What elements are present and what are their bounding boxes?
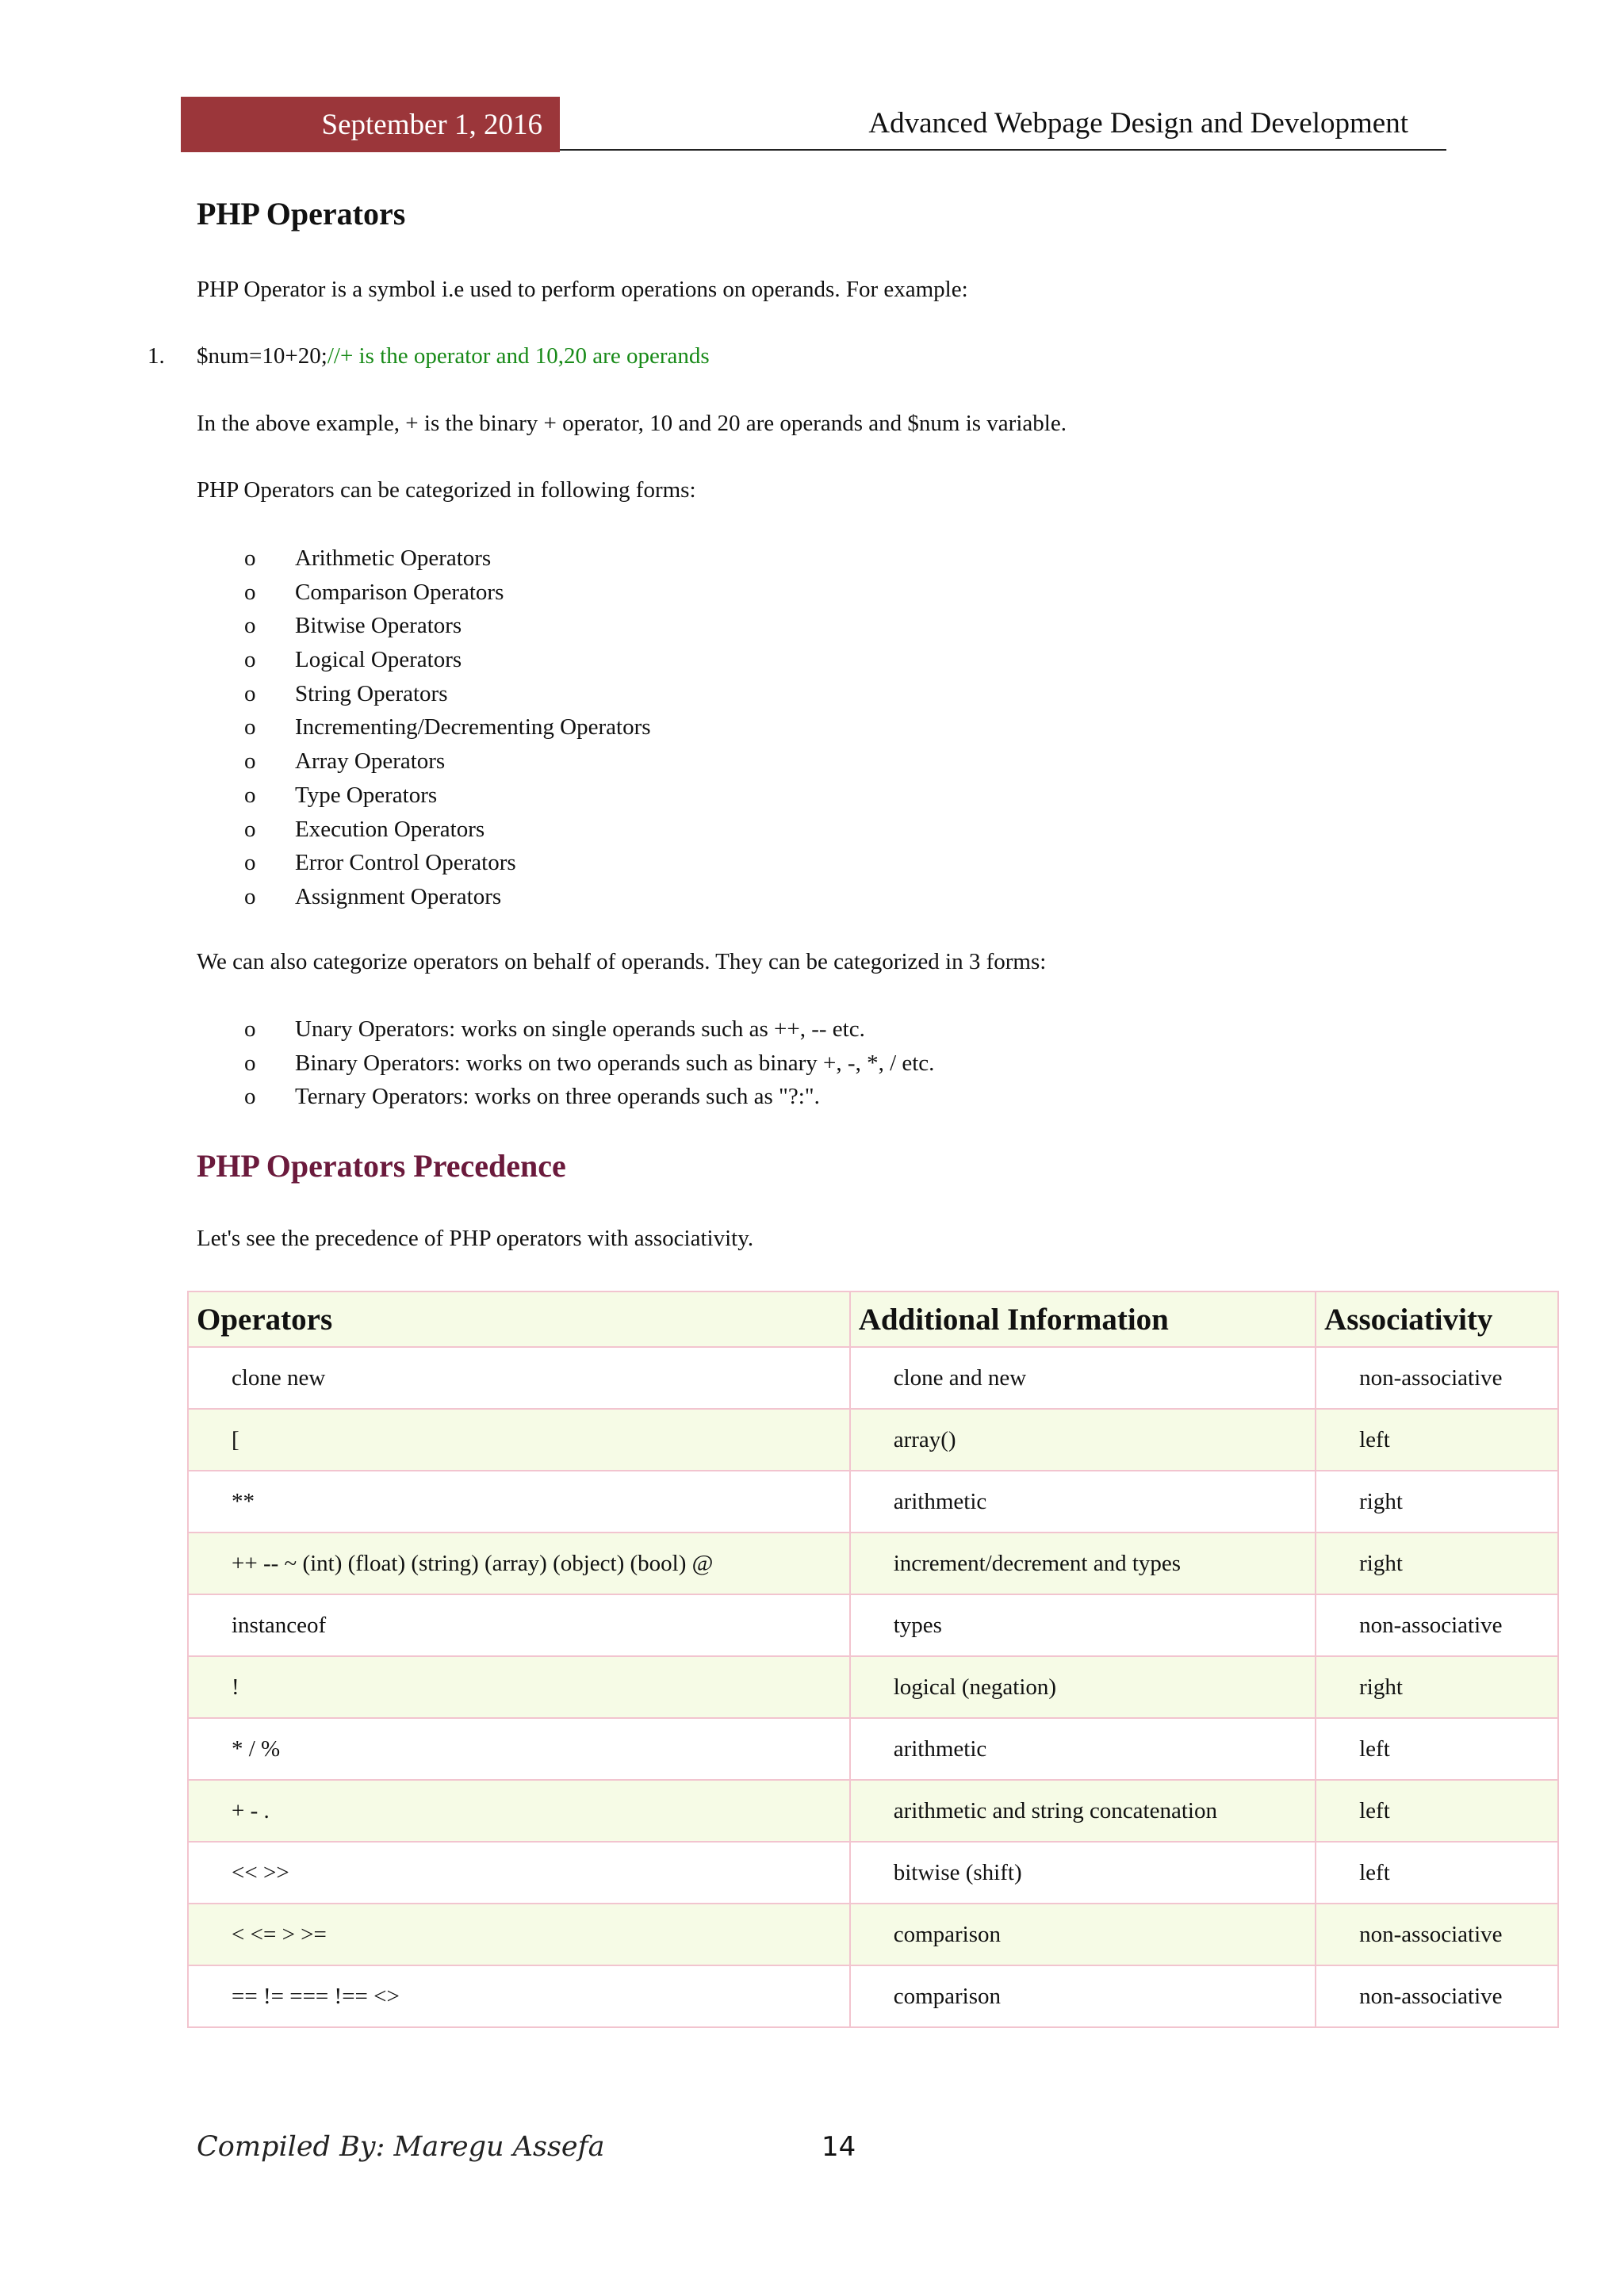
cell-operators: [ [188, 1409, 850, 1471]
bullet-icon: o [244, 1084, 256, 1110]
cell-info: bitwise (shift) [850, 1842, 1316, 1904]
cell-operators: + - . [188, 1780, 850, 1842]
cell-associativity: right [1316, 1471, 1558, 1533]
table-header-row [188, 1292, 1558, 1347]
cell-associativity: left [1316, 1842, 1558, 1904]
cell-info: array() [850, 1409, 1316, 1471]
cell-associativity: non-associative [1316, 1965, 1558, 2027]
table-row [188, 1594, 1558, 1656]
cell-operators: << >> [188, 1842, 850, 1904]
cell-info: increment/decrement and types [850, 1533, 1316, 1594]
cell-associativity: left [1316, 1718, 1558, 1780]
table-row [188, 1965, 1558, 2027]
cell-operators: clone new [188, 1347, 850, 1409]
table-row [188, 1718, 1558, 1780]
bullet-icon: o [244, 714, 256, 740]
bullet-icon: o [244, 850, 256, 876]
bullet-icon: o [244, 613, 256, 639]
cell-associativity: right [1316, 1656, 1558, 1718]
cell-info: arithmetic and string concatenation [850, 1780, 1316, 1842]
bullet-icon: o [244, 1016, 256, 1042]
page-number: 14 [822, 2131, 856, 2163]
cell-info: clone and new [850, 1347, 1316, 1409]
code-statement: $num=10+20; [197, 343, 327, 369]
bullet-icon: o [244, 545, 256, 571]
code-line-number: 1. [147, 343, 165, 369]
footer-compiled-by: Compiled By: Maregu Assefa [197, 2131, 605, 2163]
header-date: September 1, 2016 [181, 97, 560, 152]
table-row [188, 1409, 1558, 1471]
precedence-table [187, 1291, 1559, 2028]
cell-operators: ** [188, 1471, 850, 1533]
bullet-icon: o [244, 748, 256, 775]
cell-associativity: right [1316, 1533, 1558, 1594]
cell-info: comparison [850, 1965, 1316, 2027]
bullet-icon: o [244, 816, 256, 842]
cell-operators: < <= > >= [188, 1904, 850, 1965]
cell-info: arithmetic [850, 1718, 1316, 1780]
header-rule [560, 149, 1446, 151]
bullet-icon: o [244, 579, 256, 605]
precedence-intro: Let's see the precedence of PHP operators with associativity. [197, 1226, 754, 1251]
intro-paragraph: PHP Operator is a symbol i.e used to perform operations on operands. For example: [197, 277, 968, 302]
table-row [188, 1842, 1558, 1904]
column-header-associativity: Associativity [1316, 1292, 1558, 1347]
cell-operators: == != === !== <> [188, 1965, 850, 2027]
code-example [197, 343, 710, 369]
cell-associativity: left [1316, 1409, 1558, 1471]
operand-forms-intro: We can also categorize operators on behalf of operands. They can be categorized in 3 forms: [197, 949, 1047, 974]
section-heading-precedence: PHP Operators Precedence [197, 1148, 566, 1184]
cell-info: types [850, 1594, 1316, 1656]
bullet-icon: o [244, 1050, 256, 1076]
column-header-operators: Operators [188, 1292, 850, 1347]
cell-operators: ! [188, 1656, 850, 1718]
bullet-icon: o [244, 680, 256, 706]
cell-associativity: non-associative [1316, 1904, 1558, 1965]
header-title: Advanced Webpage Design and Development [868, 106, 1408, 140]
table-row [188, 1471, 1558, 1533]
table-row [188, 1533, 1558, 1594]
table-row [188, 1780, 1558, 1842]
categories-intro: PHP Operators can be categorized in following forms: [197, 477, 696, 503]
cell-operators: ++ -- ~ (int) (float) (string) (array) (object) (bool) @ [188, 1533, 850, 1594]
cell-info: logical (negation) [850, 1656, 1316, 1718]
table-row [188, 1656, 1558, 1718]
cell-info: comparison [850, 1904, 1316, 1965]
bullet-icon: o [244, 647, 256, 673]
cell-associativity: left [1316, 1780, 1558, 1842]
bullet-icon: o [244, 883, 256, 909]
cell-operators: * / % [188, 1718, 850, 1780]
column-header-additional-information: Additional Information [850, 1292, 1316, 1347]
bullet-icon: o [244, 782, 256, 808]
section-heading-php-operators: PHP Operators [197, 196, 406, 232]
cell-associativity: non-associative [1316, 1594, 1558, 1656]
cell-associativity: non-associative [1316, 1347, 1558, 1409]
table-row [188, 1904, 1558, 1965]
code-comment: //+ is the operator and 10,20 are operands [327, 343, 710, 369]
cell-info: arithmetic [850, 1471, 1316, 1533]
explanation-paragraph: In the above example, + is the binary + operator, 10 and 20 are operands and $num is variable. [197, 411, 1067, 436]
table-row [188, 1347, 1558, 1409]
cell-operators: instanceof [188, 1594, 850, 1656]
